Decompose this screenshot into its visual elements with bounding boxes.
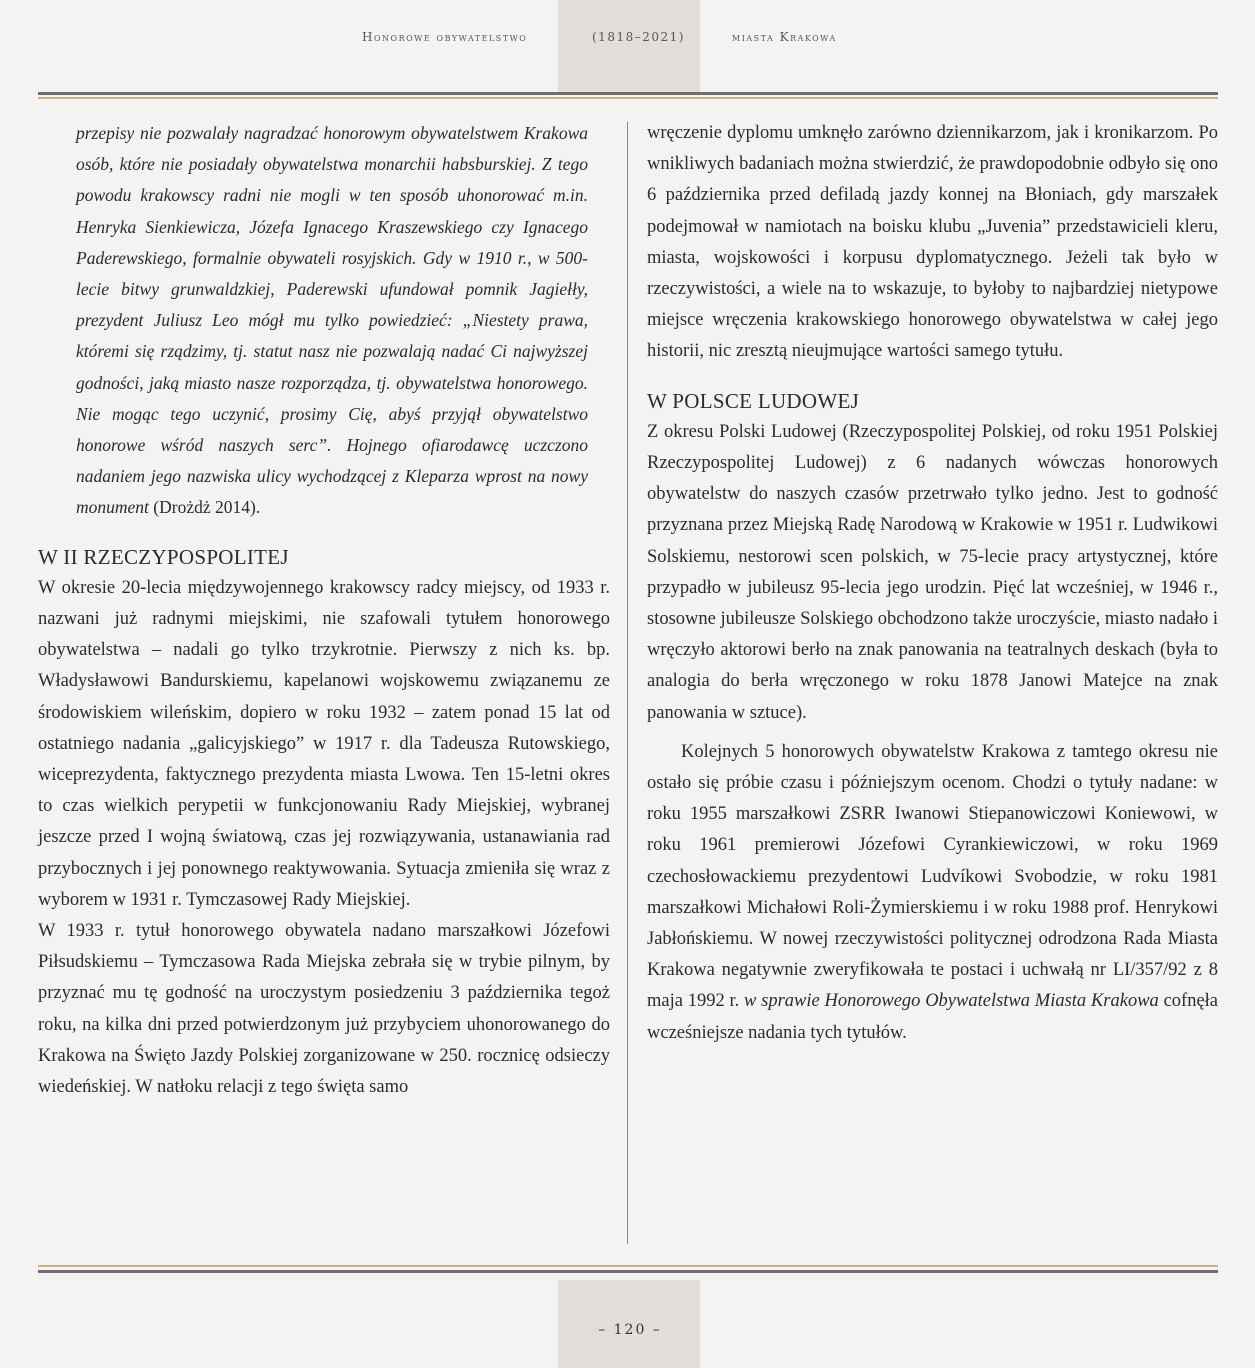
paragraph: W 1933 r. tytuł honorowego obywatela nadano marszałkowi Józefowi Piłsudskiemu – Tymczasowa Rada Miejska zebrała się w trybie pilnym, by przyznać mu tę godność na uroczystym posiedzeniu 3 października tegoż roku, na kilka dni przed potwierdzonym już przybyciem uhonorowanego do Krakowa na Święto Jazdy Polskiej zorganizowane w 250. rocznicę odsieczy wiedeńskiej. W natłoku relacji z tego święta samo bbox=[38, 921, 610, 1098]
paragraph-text-end: cofnęła wcześniejsze nadania tych tytułów. bbox=[647, 991, 1219, 1043]
top-rule-gold bbox=[38, 97, 1218, 99]
bottom-rule bbox=[38, 1270, 1218, 1273]
bottom-rule-gold bbox=[38, 1265, 1218, 1267]
page-number: – 120 – bbox=[598, 1322, 662, 1338]
top-rule bbox=[38, 92, 1218, 95]
section-heading-prl: W POLSCE LUDOWEJ bbox=[647, 388, 860, 413]
paragraph: W okresie 20-lecia międzywojennego krakowscy radcy miejscy, od 1933 r. nazwani już radnymi miejskimi, nie szafowali tytułem honorowego obywatelstwa – nadali go tylko trzykrotnie. Pierwszy z nich ks. bp. Władysławowi Bandurskiemu, kapelanowi wojskowemu związanemu ze środowiskiem wileńskim, dopiero w roku 1932 – zatem ponad 15 lat od ostatniego nadania „galicyjskiego” w 1917 r. dla Tadeusza Rutowskiego, wiceprezydenta, faktycznego prezydenta miasta Lwowa. Ten 15-letni okres to czas wielkich perypetii w funkcjonowaniu Rady Miejskiej, wybranej jeszcze przed I wojną światową, czas jej rozwiązywania, ustanawiania rad przybocznych i jej ponownego reaktywowania. Sytuacja zmieniła się wraz z wyborem w 1931 r. Tymczasowej Rady Miejskiej. bbox=[38, 577, 610, 910]
header-center: (1818–2021) bbox=[592, 30, 685, 44]
paragraph: Z okresu Polski Ludowej (Rzeczypospolitej Polskiej, od roku 1951 Polskiej Rzeczypospolitej Ludowej) z 6 nadanych wówczas honorowych obywatelstw do naszych czasów przetrwało tylko jedno. Jest to godność przyznana przez Miejską Radę Narodową w Krakowie w 1951 r. Ludwikowi Solskiemu, nestorowi scen polskich, w 75-lecie pracy artystycznej, które przypadło w jubileusz 95-lecia jego urodzin. Pięć lat wcześniej, w 1946 r., stosowne jubileusze Solskiego obchodzono także uroczyście, miasto nadało i wręczyło aktorowi berło na znak panowania na teatralnych deskach (była to analogia do berła wręczonego w roku 1878 Janowi Matejce na znak panowania w sztuce). bbox=[647, 421, 1218, 723]
header-right: miasta Krakowa bbox=[732, 30, 837, 44]
left-column bbox=[38, 118, 610, 1103]
paragraph-text: Kolejnych 5 honorowych obywatelstw Krakowa z tamtego okresu nie ostało się próbie czasu i późniejszym ocenom. Chodzi o tytuły nadane: w roku 1955 marszałkowi ZSRR Iwanowi Stiepanowiczowi Koniewowi, w roku 1961 premierowi Józefowi Cyrankiewiczowi, w roku 1969 czechosłowackiemu prezydentowi Ludvíkowi Svobodzie, w roku 1981 marszałkowi Michałowi Roli-Żymierskiemu i w roku 1988 prof. Henrykowi Jabłońskiemu. W nowej rzeczywistości politycznej odrodzona Rada Miasta Krakowa negatywnie zweryfikowała te postaci i uchwałą nr LI/357/92 z 8 maja 1992 r. bbox=[647, 741, 1218, 1012]
right-column bbox=[647, 118, 1218, 1049]
quote-text: przepisy nie pozwalały nagradzać honorowym obywatelstwem Krakowa osób, które nie posiadały obywatelstwa monarchii habsburskiej. Z tego powodu krakowscy radni nie mogli w ten sposób uhonorować m.in. Henryka Sienkiewicza, Józefa Ignacego Kraszewskiego czy Ignacego Paderewskiego, formalnie obywateli rosyjskich. Gdy w 1910 r., w 500-lecie bitwy grunwaldzkiej, Paderewski ufundował pomnik Jagiełły, prezydent Juliusz Leo mógł mu tylko powiedzieć: „Niestety prawa, któremi się rządzimy, tj. statut nasz nie pozwalają nadać Ci najwyższej godności, jaką miasto nasze rozporządza, tj. obywatelstwa honorowego. Nie mogąc tego uczynić, prosimy Cię, abyś przyjął obywatelstwo honorowe wśród naszych serc”. Hojnego ofiarodawcę uczczono nadaniem jego nazwiska ulicy wychodzącej z Kleparza wprost na nowy monument bbox=[76, 123, 588, 518]
section-heading-ii-rp: W II RZECZYPOSPOLITEJ bbox=[38, 544, 289, 569]
paragraph: wręczenie dyplomu umknęło zarówno dziennikarzom, jak i kronikarzom. Po wnikliwych badaniach można stwierdzić, że prawdopodobnie odbyło się ono 6 października przed defiladą jazdy konnej na Błoniach, gdy marszałek podejmował w namiotach na boisku klubu „Juvenia” przedstawicieli kleru, miasta, wojskowości i korpusu dyplomatycznego. Jeżeli tak było w rzeczywistości, a wiele na to wskazuje, to byłoby to najbardziej nietypowe miejsce wręczenia krakowskiego honorowego obywatelstwa w całej jego historii, nic zresztą nieujmujące wartości samego tytułu. bbox=[647, 123, 1218, 362]
paragraph bbox=[647, 737, 1218, 1049]
quote-block bbox=[38, 118, 610, 524]
running-header bbox=[0, 30, 1255, 50]
quote-citation: (Drożdż 2014). bbox=[148, 497, 261, 518]
header-left: Honorowe obywatelstwo bbox=[362, 30, 528, 44]
column-divider bbox=[627, 122, 628, 1244]
resolution-title: w sprawie Honorowego Obywatelstwa Miasta Krakowa bbox=[744, 991, 1159, 1012]
